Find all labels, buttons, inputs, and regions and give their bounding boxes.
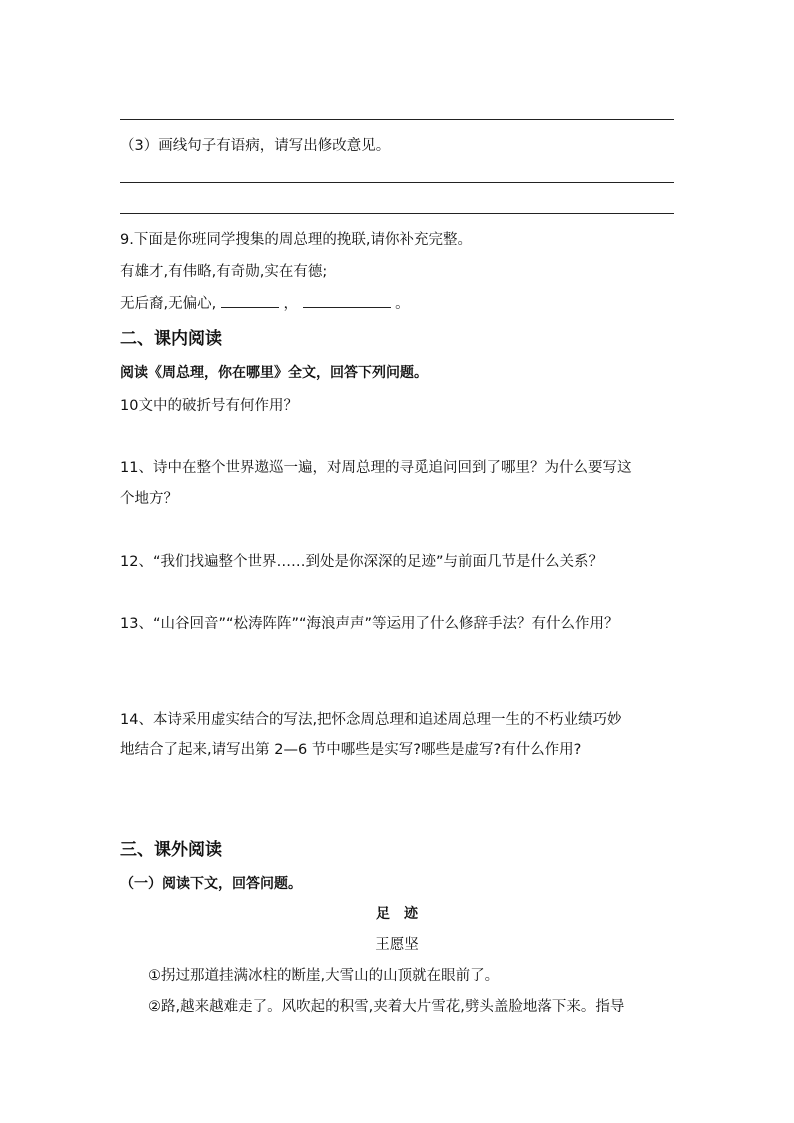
answer-line[interactable] bbox=[120, 213, 674, 214]
passage-paragraph-2: ②路,越来越难走了。风吹起的积雪,夹着大片雪花,劈头盖脸地落下来。指导 bbox=[148, 999, 625, 1015]
couplet-blank-2[interactable] bbox=[303, 293, 391, 308]
section2-heading: 二、课内阅读 bbox=[120, 329, 222, 349]
passage-author: 王愿坚 bbox=[375, 937, 419, 953]
q9-couplet-line2 bbox=[120, 292, 410, 313]
passage-paragraph-1: ①拐过那道挂满冰柱的断崖,大雪山的山顶就在眼前了。 bbox=[148, 968, 500, 984]
section3-sub-instruction: （一）阅读下文，回答问题。 bbox=[120, 876, 302, 892]
q10: 10文中的破折号有何作用？ bbox=[120, 398, 298, 414]
q14-line2: 地结合了起来,请写出第 2—6 节中哪些是实写?哪些是虚写?有什么作用? bbox=[120, 742, 582, 758]
section3-heading: 三、课外阅读 bbox=[120, 840, 222, 860]
q11-line2: 个地方？ bbox=[120, 491, 178, 507]
q12: 12、“我们找遍整个世界……到处是你深深的足迹”与前面几节是什么关系？ bbox=[120, 554, 603, 570]
q9-couplet-line1: 有雄才,有伟略,有奇勋,实在有德; bbox=[120, 264, 328, 280]
q9-line2-end: 。 bbox=[395, 296, 410, 312]
section2-instruction: 阅读《周总理，你在哪里》全文，回答下列问题。 bbox=[120, 365, 428, 381]
q14-line1: 14、本诗采用虚实结合的写法,把怀念周总理和追述周总理一生的不朽业绩巧妙 bbox=[120, 712, 622, 728]
q9-comma: ， bbox=[283, 296, 298, 312]
answer-line[interactable] bbox=[120, 119, 674, 120]
q9-line2-prefix: 无后裔,无偏心, bbox=[120, 296, 217, 312]
passage-title: 足 迹 bbox=[376, 906, 418, 922]
answer-line[interactable] bbox=[120, 182, 674, 183]
q9-prompt: 9.下面是你班同学搜集的周总理的挽联,请你补充完整。 bbox=[120, 232, 472, 248]
couplet-blank-1[interactable] bbox=[221, 293, 279, 308]
q3-prompt: （3）画线句子有语病，请写出修改意见。 bbox=[120, 138, 391, 154]
q11-line1: 11、诗中在整个世界遨巡一遍，对周总理的寻觅追问回到了哪里？为什么要写这 bbox=[120, 460, 632, 476]
q13: 13、“山谷回音”“松涛阵阵”“海浪声声”等运用了什么修辞手法？有什么作用？ bbox=[120, 616, 619, 632]
